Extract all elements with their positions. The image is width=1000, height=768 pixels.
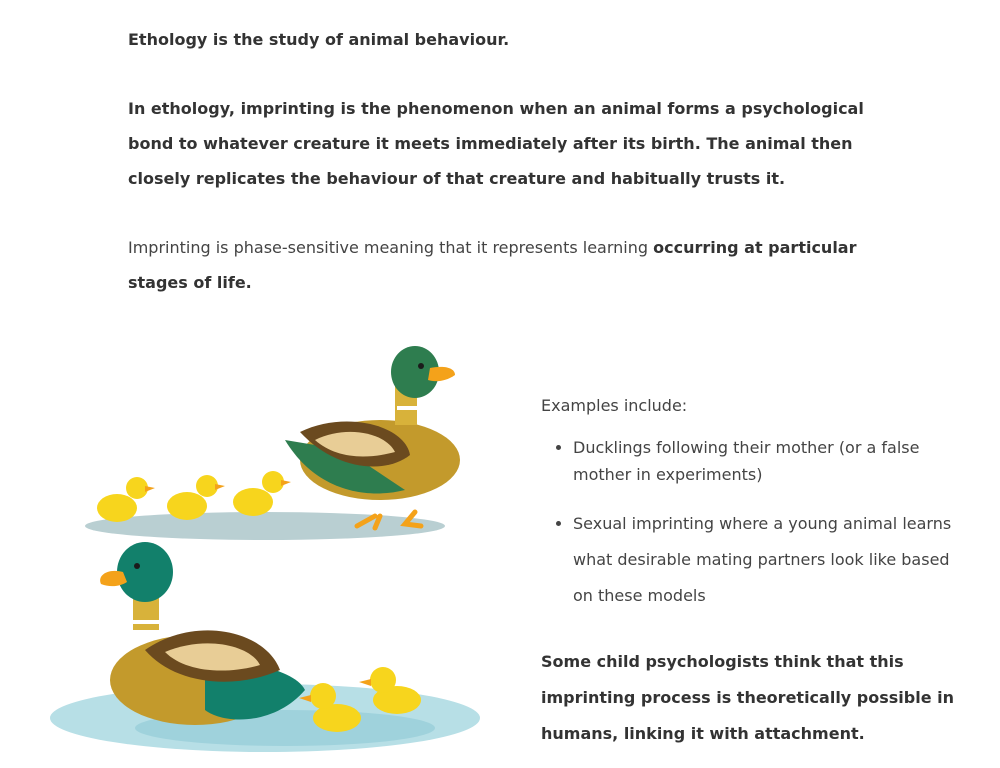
attachment-conclusion: Some child psychologists think that this imprinting process is theoretically possible in humans, linking it with attachment. xyxy=(541,652,955,743)
phase-bold-text: occurring at particular stages of life. xyxy=(128,238,857,292)
examples-section xyxy=(541,388,961,768)
examples-heading: Examples include: xyxy=(541,396,688,415)
ducklings-walking xyxy=(97,471,291,522)
phase-sensitive-paragraph xyxy=(128,230,888,300)
intro-section xyxy=(128,22,888,334)
walking-duck-family-icon xyxy=(285,346,460,528)
list-item: • Sexual imprinting where a young animal learns what desirable mating partners look like based on these models xyxy=(573,506,961,614)
imprinting-definition: In ethology, imprinting is the phenomenon when an animal forms a psychological bond to whatever creature it meets immediately after its birth. The animal then closely replicates the behaviour of that creature and habitually trusts it. xyxy=(128,99,864,188)
ground-shadow xyxy=(85,512,445,540)
examples-list xyxy=(541,434,961,614)
ethology-definition: Ethology is the study of animal behaviour. xyxy=(128,30,510,49)
duck-family-icon xyxy=(45,340,495,762)
swimming-duck-family-icon xyxy=(100,542,305,725)
list-item: • Ducklings following their mother (or a false mother in experiments) xyxy=(573,434,961,488)
duck-illustration xyxy=(45,340,495,762)
phase-text: Imprinting is phase-sensitive meaning that it represents learning xyxy=(128,238,654,257)
